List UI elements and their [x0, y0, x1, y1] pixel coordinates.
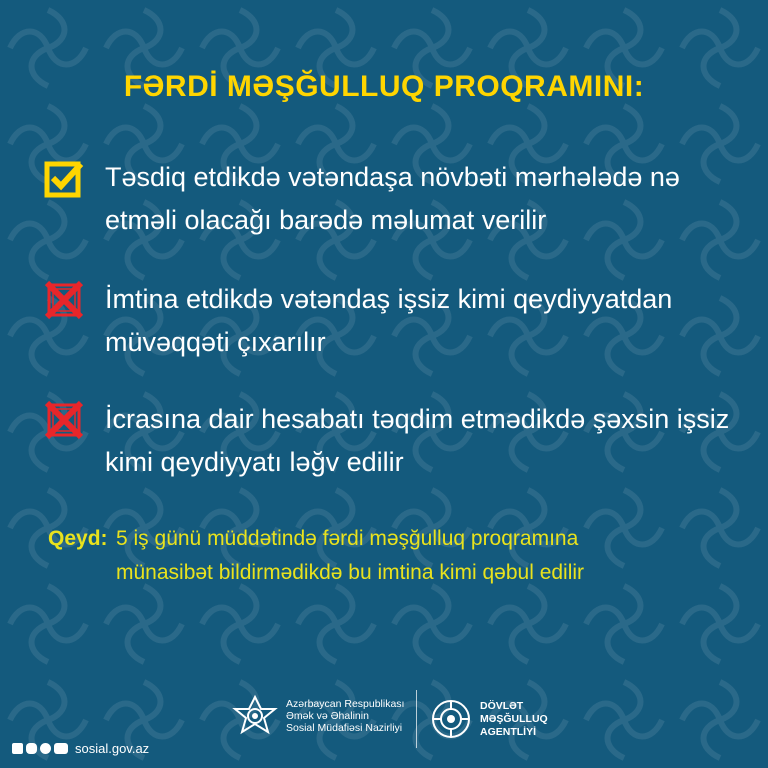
agency-line: AGENTLİYİ [480, 726, 537, 738]
note-line-1: 5 iş günü müddətində fərdi məşğulluq proqramına [116, 527, 579, 550]
agency-logo [428, 688, 578, 752]
ministry-line: Əmək və Əhalinin [286, 710, 369, 722]
note-label: Qeyd: [48, 527, 108, 550]
ministry-line: Azərbaycan Respublikası [286, 698, 405, 710]
agency-emblem-icon [428, 696, 474, 742]
item-text: Təsdiq etdikdə vətəndaşa növbəti mərhələdə nə etməli olacağı barədə məlumat verilir [105, 162, 680, 235]
facebook-icon[interactable] [12, 743, 23, 754]
agency-line: DÖVLƏT [480, 700, 524, 712]
note-text [116, 522, 736, 590]
footer [0, 688, 768, 768]
item-text: İmtina etdikdə vətəndaş işsiz kimi qeydiyyatdan müvəqqəti çıxarılır [105, 284, 673, 357]
ministry-logo [230, 688, 420, 752]
checkbox-cross-icon [44, 280, 84, 320]
agency-line: MƏŞĞULLUQ [480, 713, 548, 725]
ministry-emblem-icon [230, 694, 280, 744]
divider [416, 690, 417, 748]
checkbox-cross-icon [44, 400, 84, 440]
page-title: FƏRDİ MƏŞĞULLUQ PROQRAMINI: [123, 70, 645, 103]
website-link[interactable]: sosial.gov.az [75, 740, 150, 756]
item-text: İcrasına dair hesabatı təqdim etmədikdə şəxsin işsiz kimi qeydiyyatı ləğv edilir [105, 404, 730, 477]
instagram-icon[interactable] [26, 743, 37, 754]
ministry-line: Sosial Müdafiəsi Nazirliyi [286, 722, 403, 734]
note-line-2: münasibət bildirmədikdə bu imtina kimi qəbul edilir [116, 561, 585, 584]
youtube-icon[interactable] [54, 743, 68, 754]
social-links [12, 740, 149, 756]
checkbox-checked-icon [44, 158, 84, 198]
twitter-icon[interactable] [40, 743, 51, 754]
